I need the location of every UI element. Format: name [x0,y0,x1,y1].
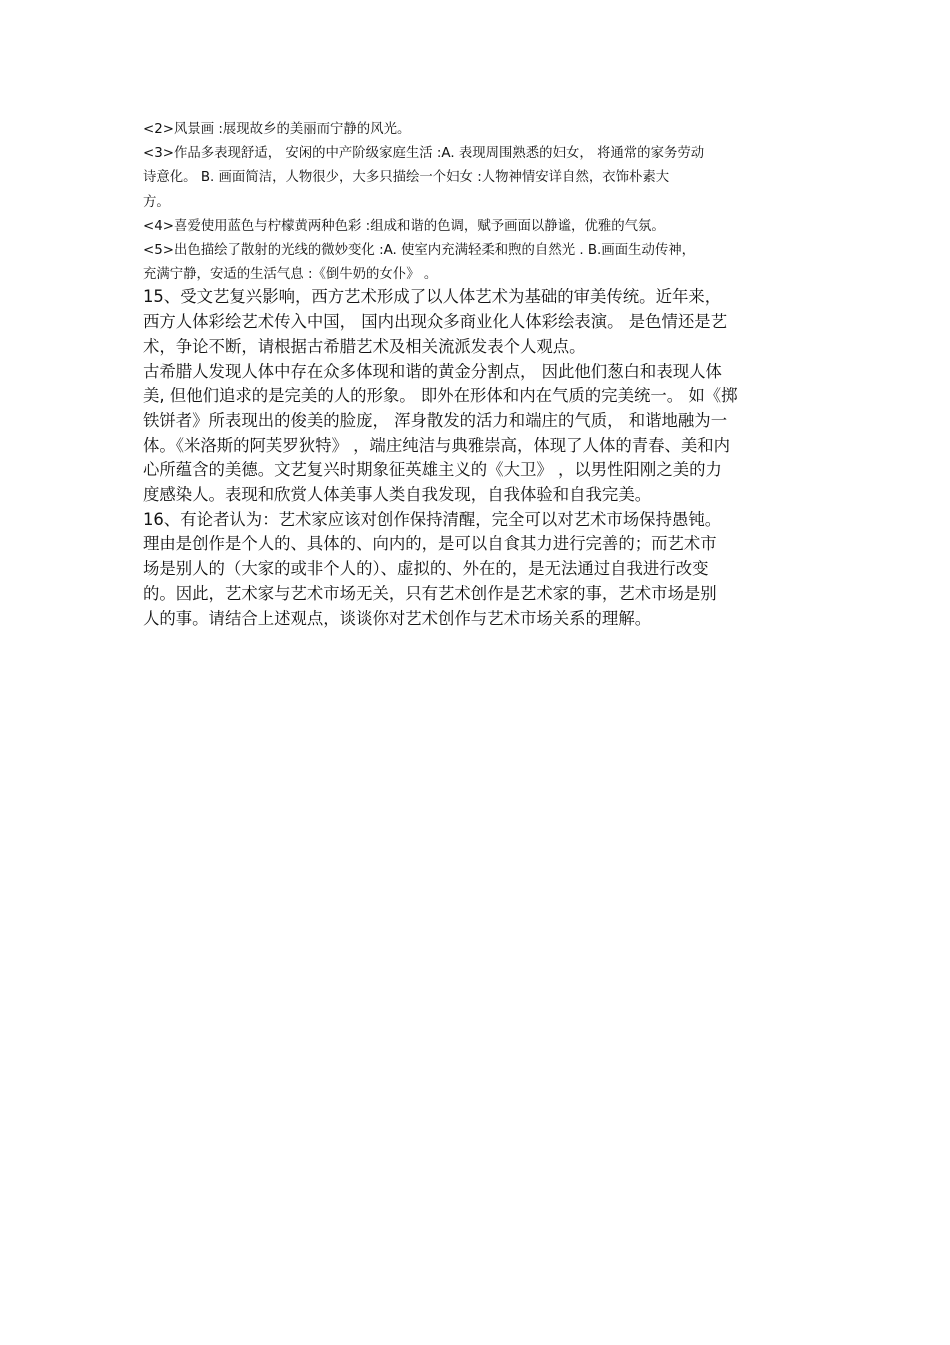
text-line: 心所蕴含的美德。文艺复兴时期象征英雄主义的《大卫》 ，以男性阳刚之美的力 [143,460,722,480]
document-content [143,118,808,631]
question-15 [143,285,808,359]
item-4-colors [143,215,808,239]
item-3-works [143,142,808,215]
text-line: <5>出色描绘了散射的光线的微妙变化 :A. 使室内充满轻柔和煦的自然光 . B.画面生动传神， [143,243,696,259]
text-line: 方。 [143,194,170,210]
text-line: <2>风景画 :展现故乡的美丽而宁静的风光。 [143,122,411,137]
text-line: 充满宁静，安适的生活气息 :《倒牛奶的女仆》 。 [143,267,438,283]
text-line: 铁饼者》所表现出的俊美的脸庞， 浑身散发的活力和端庄的气质， 和谐地融为一 [143,410,728,430]
text-line: <4>喜爱使用蓝色与柠檬黄两种色彩 :组成和谐的色调，赋予画面以静谧，优雅的气氛。 [143,218,665,234]
text-line: 古希腊人发现人体中存在众多体现和谐的黄金分割点， 因此他们葱白和表现人体 [143,361,722,381]
question-16 [143,508,808,632]
text-line: 的。因此，艺术家与艺术市场无关，只有艺术创作是艺术家的事，艺术市场是别 [143,583,717,603]
text-line: 人的事。请结合上述观点，谈谈你对艺术创作与艺术市场关系的理解。 [143,608,652,628]
text-line: 体。《米洛斯的阿芙罗狄特》 ，端庄纯洁与典雅崇高，体现了人体的青春、美和内 [143,435,731,455]
text-line: 西方人体彩绘艺术传入中国， 国内出现众多商业化人体彩绘表演。 是色情还是艺 [143,312,728,332]
text-line: 16、有论者认为：艺术家应该对创作保持清醒，完全可以对艺术市场保持愚钝。 [143,509,722,529]
item-5-light [143,239,808,287]
text-line: 理由是创作是个人的、具体的、向内的，是可以自食其力进行完善的；而艺术市 [143,534,717,554]
text-line: 美, 但他们追求的是完美的人的形象。 即外在形体和内在气质的完美统一。 如《掷 [143,386,738,406]
item-2-landscape [143,118,808,142]
text-line: 度感染人。表现和欣赏人体美事人类自我发现，自我体验和自我完美。 [143,485,652,505]
text-line: 诗意化。 B. 画面简洁，人物很少，大多只描绘一个妇女 :人物神情安详自然，衣饰朴素大 [143,170,670,186]
text-line: 场是别人的（大家的或非个人的）、虚拟的、外在的，是无法通过自我进行改变 [143,559,709,579]
text-line: <3>作品多表现舒适， 安闲的中产阶级家庭生活 :A. 表现周围熟悉的妇女， 将通常的家务劳动 [143,146,705,162]
text-line: 15、受文艺复兴影响，西方艺术形成了以人体艺术为基础的审美传统。近年来， [143,287,722,307]
text-line: 术，争论不断，请根据古希腊艺术及相关流派发表个人观点。 [143,336,586,356]
answer-15 [143,360,808,508]
